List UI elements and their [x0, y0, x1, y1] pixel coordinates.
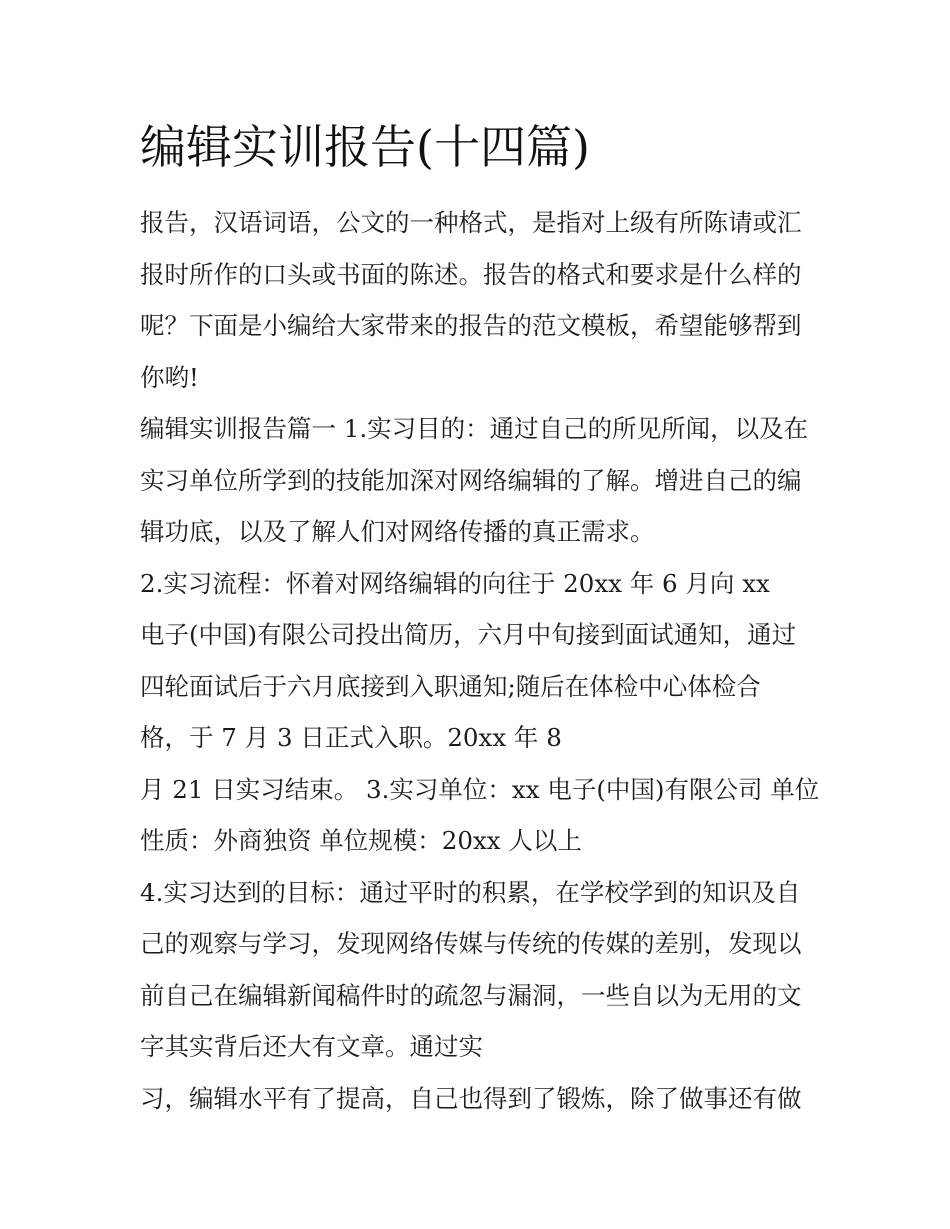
body-line: 实习单位所学到的技能加深对网络编辑的了解。增进自己的编: [140, 465, 802, 495]
body-line: 4.实习达到的目标：通过平时的积累，在学校学到的知识及自: [140, 877, 801, 907]
body-line: 报时所作的口头或书面的陈述。报告的格式和要求是什么样的: [140, 259, 802, 289]
body-line: 格，于 7 月 3 日正式入职。20xx 年 8: [140, 723, 562, 752]
body-line: 呢？下面是小编给大家带来的报告的范文模板，希望能够帮到: [140, 311, 802, 340]
body-line: 2.实习流程：怀着对网络编辑的向往于 20xx 年 6 月向 xx: [140, 568, 770, 598]
body-line: 习，编辑水平有了提高，自己也得到了锻炼，除了做事还有做: [140, 1083, 802, 1113]
body-line: 性质：外商独资 单位规模：20xx 人以上: [140, 826, 582, 855]
body-line: 你哟!: [140, 362, 199, 392]
body-line: 月 21 日实习结束。 3.实习单位：xx 电子(中国)有限公司 单位: [140, 774, 820, 804]
body-line: 字其实背后还大有文章。通过实: [140, 1032, 483, 1061]
document-body: [140, 197, 840, 1124]
body-line: 编辑实训报告篇一 1.实习目的：通过自己的所见所闻，以及在: [140, 414, 809, 443]
body-line: 电子(中国)有限公司投出简历，六月中旬接到面试通知，通过: [140, 620, 797, 649]
document-title: 编辑实训报告(十四篇): [140, 120, 590, 174]
body-line: 辑功底，以及了解人们对网络传播的真正需求。: [140, 517, 655, 546]
body-line: 四轮面试后于六月底接到入职通知;随后在体检中心体检合: [140, 671, 761, 701]
body-line: 前自己在编辑新闻稿件时的疏忽与漏洞，一些自以为无用的文: [140, 980, 802, 1010]
body-line: 报告，汉语词语，公文的一种格式，是指对上级有所陈请或汇: [140, 208, 802, 237]
body-line: 己的观察与学习，发现网络传媒与传统的传媒的差别，发现以: [140, 929, 802, 958]
